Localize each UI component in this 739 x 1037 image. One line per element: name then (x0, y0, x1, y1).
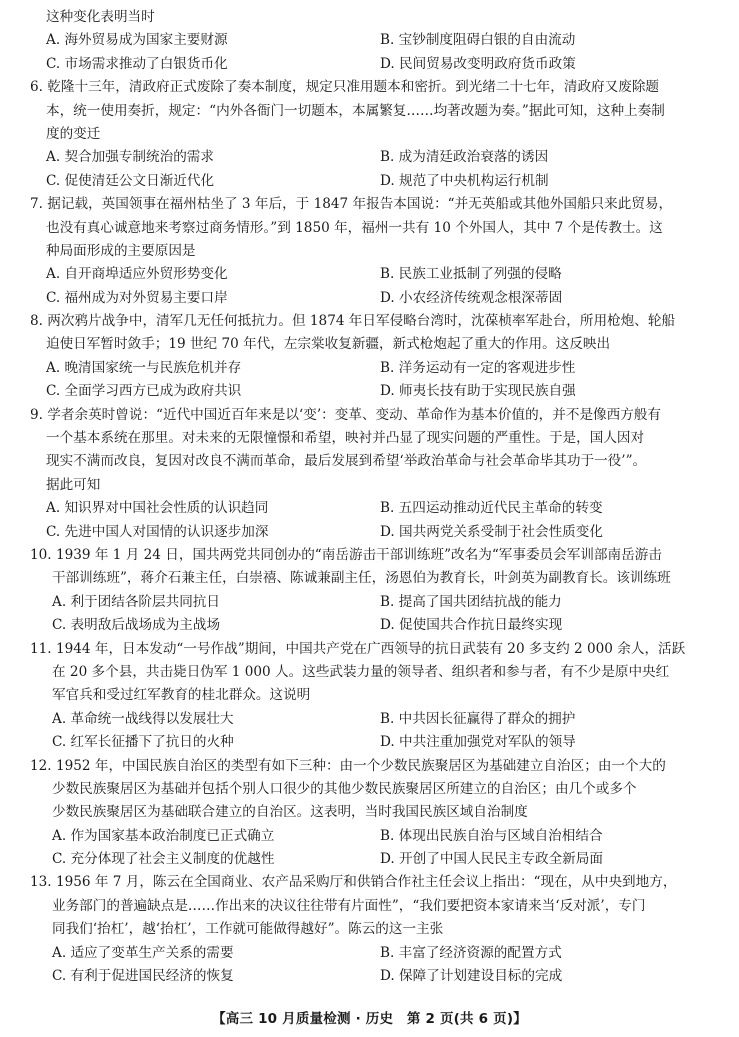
option-d: D. 保障了计划建设目标的完成 (380, 968, 563, 985)
question-stem-line: 这种变化表明当时 (46, 9, 155, 25)
question-stem-line: 6. 乾隆十三年，清政府正式废除了奏本制度，规定只准用题本和密折。到光绪二十七年，清政府又废除题 (30, 79, 660, 96)
options-row (30, 263, 718, 286)
option-d: D. 师夷长技有助于实现民族自强 (380, 383, 576, 400)
option-a: A. 契合加强专制统治的需求 (46, 149, 214, 166)
option-b: B. 提高了国共团结抗战的能力 (380, 593, 562, 610)
question-8 (30, 310, 718, 404)
option-c: C. 市场需求推动了白银货币化 (46, 55, 228, 72)
option-b: B. 民族工业抵制了列强的侵略 (380, 266, 562, 283)
question-stem-line: 也没有真心诚意地来考察过商务情形。”到 1850 年，福州一共有 10 个外国人，其中 7 个是传教士。这 (46, 219, 663, 236)
options-row (30, 380, 718, 403)
question-stem-line: 同我们‘抬杠’，越‘抬杠’，工作就可能做得越好”。陈云的这一主张 (52, 921, 444, 938)
question-5 (30, 6, 718, 76)
option-d: D. 中共注重加强党对军队的领导 (380, 734, 576, 751)
option-d: D. 规范了中央机构运行机制 (380, 172, 549, 189)
options-row (30, 497, 718, 520)
options-row (30, 942, 718, 965)
question-stem-line: 9. 学者余英时曾说：“近代中国近百年来是以‘变’：变革、变动、革命作为基本价值的，并不是像西方般有 (30, 406, 662, 423)
option-d: D. 开创了中国人民民主专政全新局面 (380, 851, 603, 868)
option-b: B. 成为清廷政治衰落的诱因 (380, 149, 549, 166)
option-a: A. 适应了变革生产关系的需要 (52, 944, 234, 961)
options-row (30, 825, 718, 848)
question-stem-line: 据此可知 (46, 476, 101, 493)
question-stem-line: 少数民族聚居区为基础联合建立的自治区。这表明，当时我国民族区域自治制度 (52, 804, 528, 821)
option-a: A. 晚清国家统一与民族危机并存 (46, 359, 242, 376)
option-d: D. 国共两党关系受制于社会性质变化 (380, 523, 603, 540)
options-row (30, 591, 718, 614)
question-stem-line: 一个基本系统在那里。对未来的无限憧憬和希望，映衬并凸显了现实问题的严重性。于是，国人因对 (46, 430, 645, 447)
question-list (30, 6, 718, 988)
question-9 (30, 404, 718, 544)
option-a: A. 革命统一战线得以发展壮大 (52, 710, 234, 727)
question-stem-line: 干部训练班”，蒋介石兼主任，白崇禧、陈诚兼副主任，汤恩伯为教育长，叶剑英为副教育长。该训练班 (52, 570, 671, 587)
option-b: B. 洋务运动有一定的客观进步性 (380, 359, 576, 376)
option-b: B. 丰富了经济资源的配置方式 (380, 944, 562, 961)
option-c: C. 福州成为对外贸易主要口岸 (46, 289, 228, 306)
question-stem-line: 种局面形成的主要原因是 (46, 242, 196, 259)
question-11 (30, 638, 718, 755)
question-stem-line: 迫使日军暂时敛手；19 世纪 70 年代，左宗棠收复新疆，新式枪炮起了重大的作用。这反映出 (46, 336, 611, 353)
question-stem-line: 军官兵和受过红军教育的桂北群众。这说明 (52, 687, 311, 704)
question-stem-line: 7. 据记载，英国领事在福州枯坐了 3 年后，于 1847 年报告本国说：“并无英船或其他外国船只来此贸易， (30, 196, 673, 213)
option-b: B. 五四运动推动近代民主革命的转变 (380, 500, 603, 517)
question-7 (30, 193, 718, 310)
page-footer: 【高三 10 月质量检测 · 历史 第 2 页(共 6 页)】 (212, 1011, 527, 1027)
options-row (30, 965, 718, 988)
option-c: C. 充分体现了社会主义制度的优越性 (52, 851, 275, 868)
question-stem-line: 11. 1944 年，日本发动“一号作战”期间，中国共产党在广西领导的抗日武装有 20 多支约 2 000 余人，活跃 (30, 640, 686, 657)
options-row (30, 848, 718, 871)
option-d: D. 民间贸易改变明政府货币政策 (380, 55, 576, 72)
question-stem-line: 13. 1956 年 7 月，陈云在全国商业、农产品采购厅和供销合作社主任会议上指出：“现在，从中央到地方， (30, 874, 677, 891)
option-a: A. 海外贸易成为国家主要财源 (46, 32, 228, 49)
option-c: C. 全面学习西方已成为政府共识 (46, 383, 242, 400)
options-row (30, 29, 718, 52)
question-stem-line: 业务部门的普遍缺点是……作出来的决议往往带有片面性”，“我们要把资本家请来当‘反对派’，专门 (52, 897, 646, 914)
question-stem-line: 现实不满而改良，复因对改良不满而革命，最后发展到希望‘举政治革命与社会革命毕其功于一役’”。 (46, 453, 647, 470)
option-c: C. 先进中国人对国情的认识逐步加深 (46, 523, 269, 540)
option-b: B. 中共因长征赢得了群众的拥护 (380, 710, 576, 727)
question-stem-line: 12. 1952 年，中国民族自治区的类型有如下三种：由一个少数民族聚居区为基础建立自治区；由一个大的 (30, 757, 666, 774)
options-row (30, 708, 718, 731)
option-b: B. 宝钞制度阻碍白银的自由流动 (380, 32, 576, 49)
options-row (30, 287, 718, 310)
option-c: C. 有利于促进国民经济的恢复 (52, 968, 234, 985)
option-a: A. 知识界对中国社会性质的认识趋同 (46, 500, 269, 517)
question-12 (30, 755, 718, 872)
question-stem-line: 8. 两次鸦片战争中，清军几无任何抵抗力。但 1874 年日军侵略台湾时，沈葆桢率军赴台，所用枪炮、轮船 (30, 313, 676, 330)
option-a: A. 作为国家基本政治制度已正式确立 (52, 827, 275, 844)
question-13 (30, 871, 718, 988)
option-b: B. 体现出民族自治与区域自治相结合 (380, 827, 603, 844)
options-row (30, 170, 718, 193)
option-c: C. 表明敌后战场成为主战场 (52, 617, 221, 634)
question-stem-line: 少数民族聚居区为基础并包括个别人口很少的其他少数民族聚居区所建立的自治区；由几个或多个 (52, 780, 637, 797)
question-stem-line: 在 20 多个县，共击毙日伪军 1 000 人。这些武装力量的领导者、组织者和参与者，有不少是原中央红 (52, 663, 670, 680)
option-c: C. 红军长征播下了抗日的火种 (52, 734, 234, 751)
options-row (30, 521, 718, 544)
option-c: C. 促使清廷公文日渐近代化 (46, 172, 215, 189)
option-a: A. 自开商埠适应外贸形势变化 (46, 266, 228, 283)
question-stem-line: 本，统一使用奏折，规定：“内外各衙门一切题本，本属繁复……均著改题为奏。”据此可知，这种上奏制 (46, 102, 665, 119)
question-stem-line: 10. 1939 年 1 月 24 日，国共两党共同创办的“南岳游击干部训练班”改名为“军事委员会军训部南岳游击 (30, 546, 662, 563)
option-d: D. 促使国共合作抗日最终实现 (380, 617, 563, 634)
option-d: D. 小农经济传统观念根深蒂固 (380, 289, 563, 306)
question-10 (30, 544, 718, 638)
question-6 (30, 76, 718, 193)
options-row (30, 357, 718, 380)
options-row (30, 53, 718, 76)
option-a: A. 利于团结各阶层共同抗日 (52, 593, 220, 610)
options-row (30, 731, 718, 754)
options-row (30, 614, 718, 637)
question-stem-line: 度的变迁 (46, 125, 101, 142)
options-row (30, 146, 718, 169)
